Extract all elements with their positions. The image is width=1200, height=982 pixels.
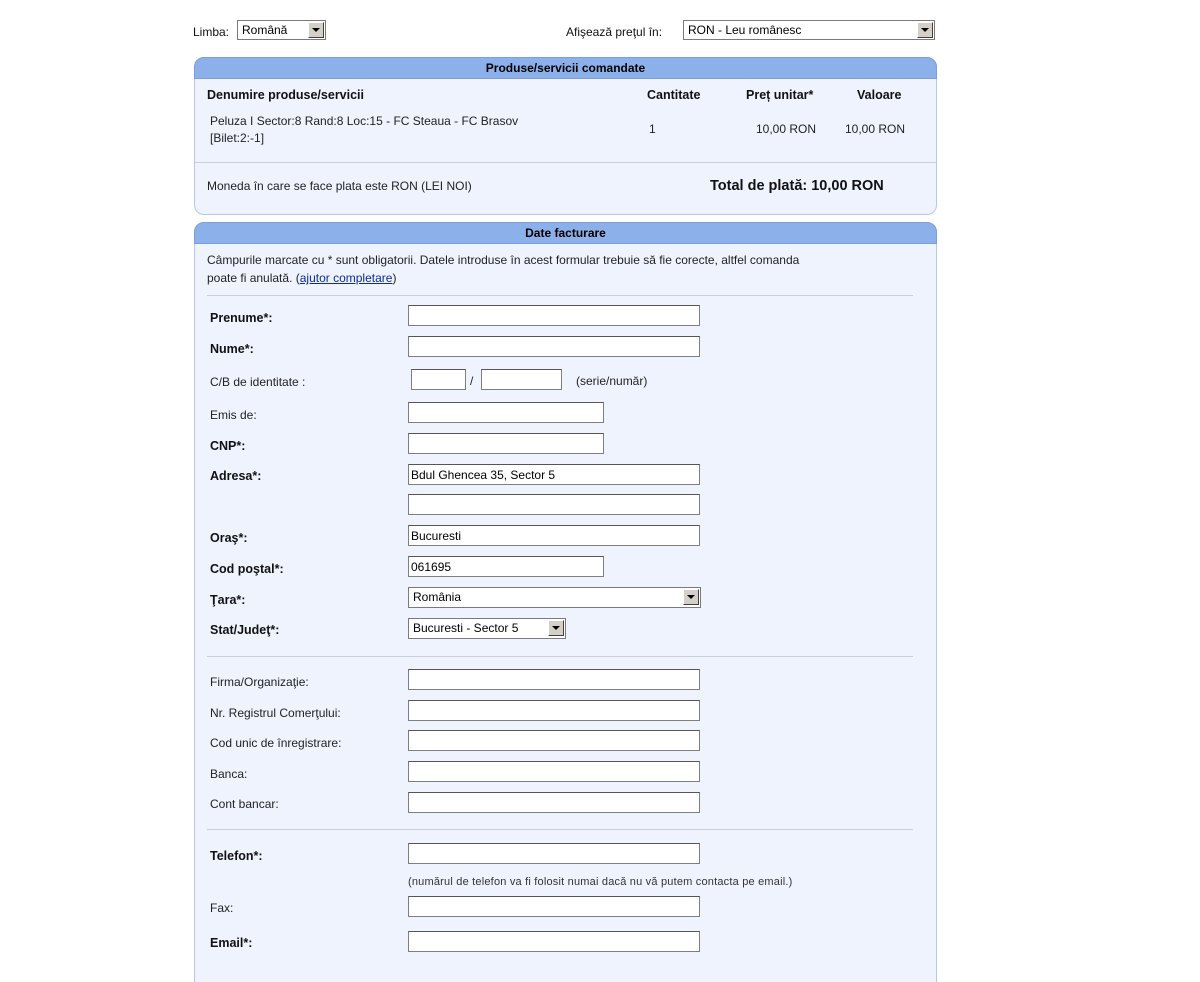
item-name-line1: Peluza I Sector:8 Rand:8 Loc:15 - FC Steaua - FC Brasov	[210, 114, 519, 128]
cui-input[interactable]	[408, 730, 700, 751]
email-input[interactable]	[408, 931, 700, 952]
currency-note: Moneda în care se face plata este RON (LEI NOI)	[207, 179, 472, 193]
currency-select[interactable]	[683, 20, 935, 40]
company-input[interactable]	[408, 669, 700, 690]
cui-label: Cod unic de înregistrare:	[210, 736, 342, 750]
state-select[interactable]	[408, 618, 566, 639]
first-name-input[interactable]	[408, 305, 700, 326]
divider	[207, 829, 913, 830]
divider	[207, 295, 913, 296]
cnp-input[interactable]	[408, 433, 604, 454]
cnp-label: CNP*:	[210, 439, 246, 453]
divider	[195, 162, 936, 163]
item-name-line2: [Bilet:2:-1]	[210, 131, 265, 145]
id-number-input[interactable]	[481, 369, 562, 390]
address-line2-input[interactable]	[408, 494, 700, 515]
item-unit-price: 10,00 RON	[756, 122, 817, 136]
address-label: Adresa*:	[210, 469, 262, 483]
chevron-down-icon[interactable]	[917, 22, 933, 38]
phone-hint: (numărul de telefon va fi folosit numai dacă nu vă putem contacta pe email.)	[408, 876, 793, 888]
col-product-name: Denumire produse/servicii	[207, 88, 365, 102]
first-name-label: Prenume*:	[210, 311, 273, 325]
language-select[interactable]	[237, 20, 326, 40]
postal-code-input[interactable]	[408, 556, 604, 577]
chevron-down-icon[interactable]	[548, 620, 564, 636]
col-value: Valoare	[857, 88, 902, 102]
state-label: Stat/Judeţ*:	[210, 623, 280, 637]
col-unit-price: Preț unitar*	[746, 88, 814, 102]
phone-label: Telefon*:	[210, 849, 263, 863]
intro-text-end: )	[392, 271, 397, 285]
email-label: Email*:	[210, 936, 253, 950]
billing-intro-line2	[207, 271, 396, 285]
country-label: Ţara*:	[210, 593, 246, 607]
id-separator: /	[470, 374, 474, 388]
help-link[interactable]: ajutor completare	[299, 271, 393, 285]
id-card-label: C/B de identitate :	[210, 375, 306, 389]
company-label: Firma/Organizaţie:	[210, 675, 309, 689]
currency-label: Afişează preţul în:	[566, 25, 663, 39]
bank-account-input[interactable]	[408, 792, 700, 813]
city-input[interactable]	[408, 525, 700, 546]
bank-account-label: Cont bancar:	[210, 797, 279, 811]
id-hint: (serie/număr)	[576, 374, 648, 388]
language-label: Limba:	[193, 25, 230, 39]
billing-panel-title: Date facturare	[194, 222, 937, 244]
issued-by-input[interactable]	[408, 402, 604, 423]
trade-register-label: Nr. Registrul Comerţului:	[210, 706, 341, 720]
divider	[207, 656, 913, 657]
item-quantity: 1	[649, 122, 656, 136]
fax-input[interactable]	[408, 896, 700, 917]
state-select-value: Bucuresti - Sector 5	[413, 621, 519, 635]
intro-text: poate fi anulată. (	[207, 271, 300, 285]
address-line1-input[interactable]	[408, 464, 700, 485]
item-value: 10,00 RON	[845, 122, 906, 136]
country-select[interactable]	[408, 587, 701, 608]
country-select-value: România	[413, 590, 462, 604]
phone-input[interactable]	[408, 843, 700, 864]
trade-register-input[interactable]	[408, 700, 700, 721]
billing-intro-line1: Câmpurile marcate cu * sunt obligatorii. Datele introduse în acest formular trebuie să fie corecte, altfel comanda	[207, 253, 800, 267]
currency-select-value: RON - Leu românesc	[688, 23, 802, 37]
fax-label: Fax:	[210, 901, 234, 915]
postal-code-label: Cod poştal*:	[210, 562, 284, 576]
col-quantity: Cantitate	[647, 88, 701, 102]
last-name-label: Nume*:	[210, 342, 254, 356]
order-panel-title: Produse/servicii comandate	[194, 57, 937, 79]
id-series-input[interactable]	[411, 369, 466, 390]
bank-input[interactable]	[408, 761, 700, 782]
chevron-down-icon[interactable]	[683, 589, 699, 605]
total-amount: Total de plată: 10,00 RON	[710, 178, 884, 194]
chevron-down-icon[interactable]	[308, 22, 324, 38]
city-label: Oraş*:	[210, 531, 248, 545]
issued-by-label: Emis de:	[210, 408, 257, 422]
bank-label: Banca:	[210, 767, 248, 781]
language-select-value: Română	[242, 23, 288, 37]
last-name-input[interactable]	[408, 336, 700, 357]
